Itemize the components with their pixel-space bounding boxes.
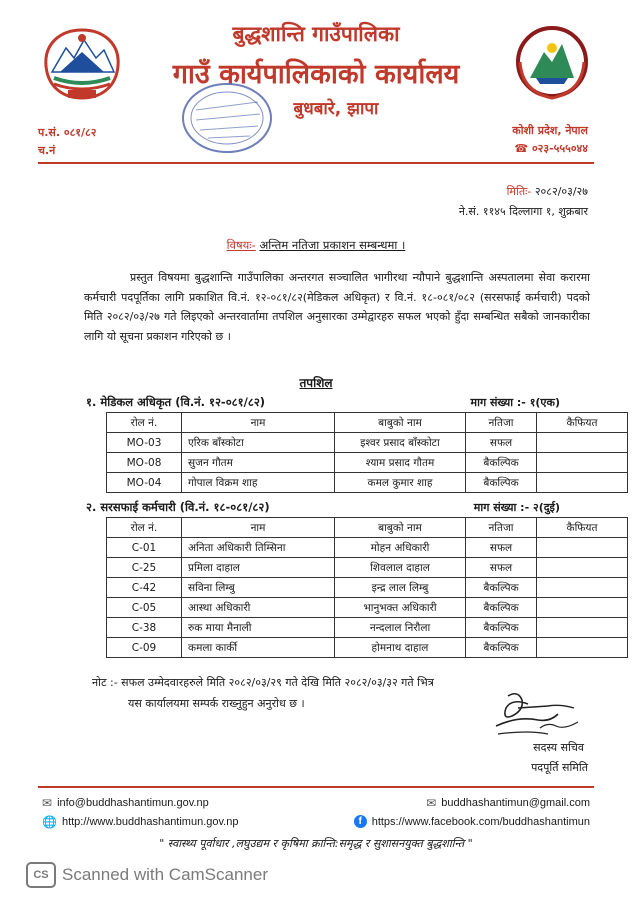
- official-stamp-icon: [180, 80, 275, 155]
- col-father: बाबुको नाम: [335, 518, 466, 538]
- cell-remarks: [537, 598, 628, 618]
- cell-roll: C-09: [107, 638, 182, 658]
- col-result: नतिजा: [466, 518, 537, 538]
- cell-result: बैकल्पिक: [466, 638, 537, 658]
- header-address: बुधबारे, झापा: [293, 99, 379, 119]
- cell-remarks: [537, 538, 628, 558]
- footer-email1-row: [42, 796, 209, 810]
- body-text: प्रस्तुत विषयमा बुद्धशान्ति गाउँपालिका अन्तरगत सञ्चालित भागीरथा न्यौपाने बुद्धशान्ति अस्पतालमा सेवा करारमा कर्मचारी पदपूर्तिका लागि प्रकाशित वि.नं. १२-०८१/८२(मेडिकल अधिकृत) र वि.नं. १८-०८१/०८२ (सरसफाई कर्मचारी) पदको मिति २०८२/०३/२७ गते लिइएको अन्तरवार्तामा तपशिल अनुसारका उम्मेद्वारहरु सफल भएको हुँदा सम्बन्धित सबैको जानकारीका लागि यो सूचना प्रकाशन गरिएको छ ।: [84, 271, 590, 343]
- cell-father: कमल कुमार शाह: [335, 473, 466, 493]
- footer-email1[interactable]: info@buddhashantimun.gov.np: [57, 797, 209, 809]
- cell-result: बैकल्पिक: [466, 453, 537, 473]
- date-line: [507, 184, 588, 199]
- cell-father: भानुभक्त अधिकारी: [335, 598, 466, 618]
- cell-roll: C-01: [107, 538, 182, 558]
- nepal-sambat-date: ने.सं. ११४५ दिल्लागा १, शुक्रबार: [458, 205, 588, 218]
- cell-remarks: [537, 453, 628, 473]
- cell-result: बैकल्पिक: [466, 578, 537, 598]
- cell-name: आस्था अधिकारी: [182, 598, 335, 618]
- section2-title: २. सरसफाई कर्मचारी (वि.नं. १८-०८१/८२): [86, 500, 270, 514]
- col-name: नाम: [182, 413, 335, 433]
- cell-name: गोपाल विक्रम शाह: [182, 473, 335, 493]
- globe-icon: 🌐: [42, 815, 57, 829]
- cell-name: रुक माया मैनाली: [182, 618, 335, 638]
- cell-name: कमला कार्की: [182, 638, 335, 658]
- cell-father: श्याम प्रसाद गौतम: [335, 453, 466, 473]
- dispatch-number: च.नं: [38, 144, 56, 157]
- section1-demand: माग संख्या :- १(एक): [470, 396, 560, 409]
- subject-line: [0, 238, 632, 253]
- footer-email2-row: [426, 796, 590, 810]
- section2-table: [106, 517, 628, 658]
- cell-remarks: [537, 433, 628, 453]
- col-roll: रोल नं.: [107, 518, 182, 538]
- table-row: [107, 558, 628, 578]
- footer-divider: [38, 786, 594, 788]
- cell-roll: C-38: [107, 618, 182, 638]
- cell-result: सफल: [466, 433, 537, 453]
- phone-number: ☎ ०२३-५५५०४४: [514, 142, 588, 155]
- table-row: [107, 578, 628, 598]
- signatory-title: सदस्य सचिव: [533, 741, 584, 754]
- subject-label: विषयः-: [226, 238, 256, 252]
- cell-name: प्रमिला दाहाल: [182, 558, 335, 578]
- footer-slogan: " स्वास्थ्य पूर्वाधार ,लघुउद्यम र कृषिमा क्रान्ति:समृद्ध र सुशासनयुक्त बुद्धशान्ति ": [159, 837, 473, 850]
- details-heading: तपशिल: [299, 376, 333, 390]
- cell-roll: MO-08: [107, 453, 182, 473]
- cell-remarks: [537, 638, 628, 658]
- cell-name: सविना लिम्बु: [182, 578, 335, 598]
- watermark-text: Scanned with CamScanner: [62, 865, 269, 884]
- cell-result: बैकल्पिक: [466, 598, 537, 618]
- signature-icon: [488, 686, 586, 742]
- table-row: [107, 638, 628, 658]
- cell-roll: MO-04: [107, 473, 182, 493]
- cell-name: अनिता अधिकारी तिम्सिना: [182, 538, 335, 558]
- cell-father: नन्दलाल निरौला: [335, 618, 466, 638]
- note-line-2: यस कार्यालयमा सम्पर्क राख्नुहुन अनुरोध छ ।: [128, 697, 305, 710]
- footer-website-row: [42, 815, 238, 829]
- cell-father: शिवलाल दाहाल: [335, 558, 466, 578]
- cell-roll: C-42: [107, 578, 182, 598]
- section1-table: [106, 412, 628, 493]
- section1-title: १. मेडिकल अधिकृत (वि.नं. १२-०८१/८२): [86, 395, 266, 409]
- col-name: नाम: [182, 518, 335, 538]
- date-label: मितिः-: [506, 185, 532, 198]
- cell-name: एरिक बाँस्कोटा: [182, 433, 335, 453]
- cell-father: मोहन अधिकारी: [335, 538, 466, 558]
- header-office-name: गाउँ कार्यपालिकाको कार्यालय: [172, 59, 460, 90]
- col-result: नतिजा: [466, 413, 537, 433]
- right-meta: [512, 122, 588, 158]
- table-row: [107, 618, 628, 638]
- body-paragraph: [84, 268, 590, 346]
- cell-name: सुजन गौतम: [182, 453, 335, 473]
- cell-roll: C-25: [107, 558, 182, 578]
- cell-father: इन्द्र लाल लिम्बु: [335, 578, 466, 598]
- footer-website[interactable]: http://www.buddhashantimun.gov.np: [61, 816, 239, 828]
- footer-email2[interactable]: buddhashantimun@gmail.com: [441, 797, 590, 809]
- cell-result: सफल: [466, 538, 537, 558]
- cell-result: सफल: [466, 558, 537, 578]
- subject-text: अन्तिम नतिजा प्रकाशन सम्बन्धमा ।: [259, 238, 406, 252]
- camscanner-logo-icon: CS: [26, 862, 56, 888]
- left-meta: [38, 124, 97, 160]
- col-remarks: कैफियत: [537, 413, 628, 433]
- section2-demand: माग संख्या :- २(दुई): [473, 501, 560, 514]
- header-divider: [38, 162, 594, 164]
- header-municipality-name: बुद्धशान्ति गाउँपालिका: [232, 22, 400, 46]
- col-remarks: कैफियत: [537, 518, 628, 538]
- table-row: [107, 598, 628, 618]
- col-father: बाबुको नाम: [335, 413, 466, 433]
- footer-facebook-row: [354, 815, 590, 828]
- cell-roll: MO-03: [107, 433, 182, 453]
- cell-remarks: [537, 618, 628, 638]
- note-line-1: नोट :- सफल उम्मेदवारहरुले मिति २०८२/०३/२९ गते देखि मिति २०८२/०३/३२ गते भित्र: [92, 676, 434, 689]
- table-header-row: [107, 518, 628, 538]
- reference-number: प.सं. ०८१/८२: [38, 126, 97, 139]
- mail-icon: ✉: [42, 796, 53, 810]
- table-row: [107, 433, 628, 453]
- cell-father: इश्वर प्रसाद बाँस्कोटा: [335, 433, 466, 453]
- cell-result: बैकल्पिक: [466, 618, 537, 638]
- footer-facebook[interactable]: https://www.facebook.com/buddhashantimun: [371, 815, 590, 828]
- table-row: [107, 453, 628, 473]
- table-row: [107, 538, 628, 558]
- province-text: कोशी प्रदेश, नेपाल: [512, 124, 588, 137]
- col-roll: रोल नं.: [107, 413, 182, 433]
- cell-remarks: [537, 558, 628, 578]
- table-row: [107, 473, 628, 493]
- cell-result: बैकल्पिक: [466, 473, 537, 493]
- camscanner-watermark: [26, 862, 268, 888]
- cell-remarks: [537, 578, 628, 598]
- date-value: २०८२/०३/२७: [534, 185, 588, 198]
- facebook-icon: f: [354, 815, 367, 828]
- cell-remarks: [537, 473, 628, 493]
- cell-father: होमनाथ दाहाल: [335, 638, 466, 658]
- table-header-row: [107, 413, 628, 433]
- signatory-committee: पदपूर्ति समिति: [531, 761, 588, 774]
- mail-icon: ✉: [426, 796, 437, 810]
- cell-roll: C-05: [107, 598, 182, 618]
